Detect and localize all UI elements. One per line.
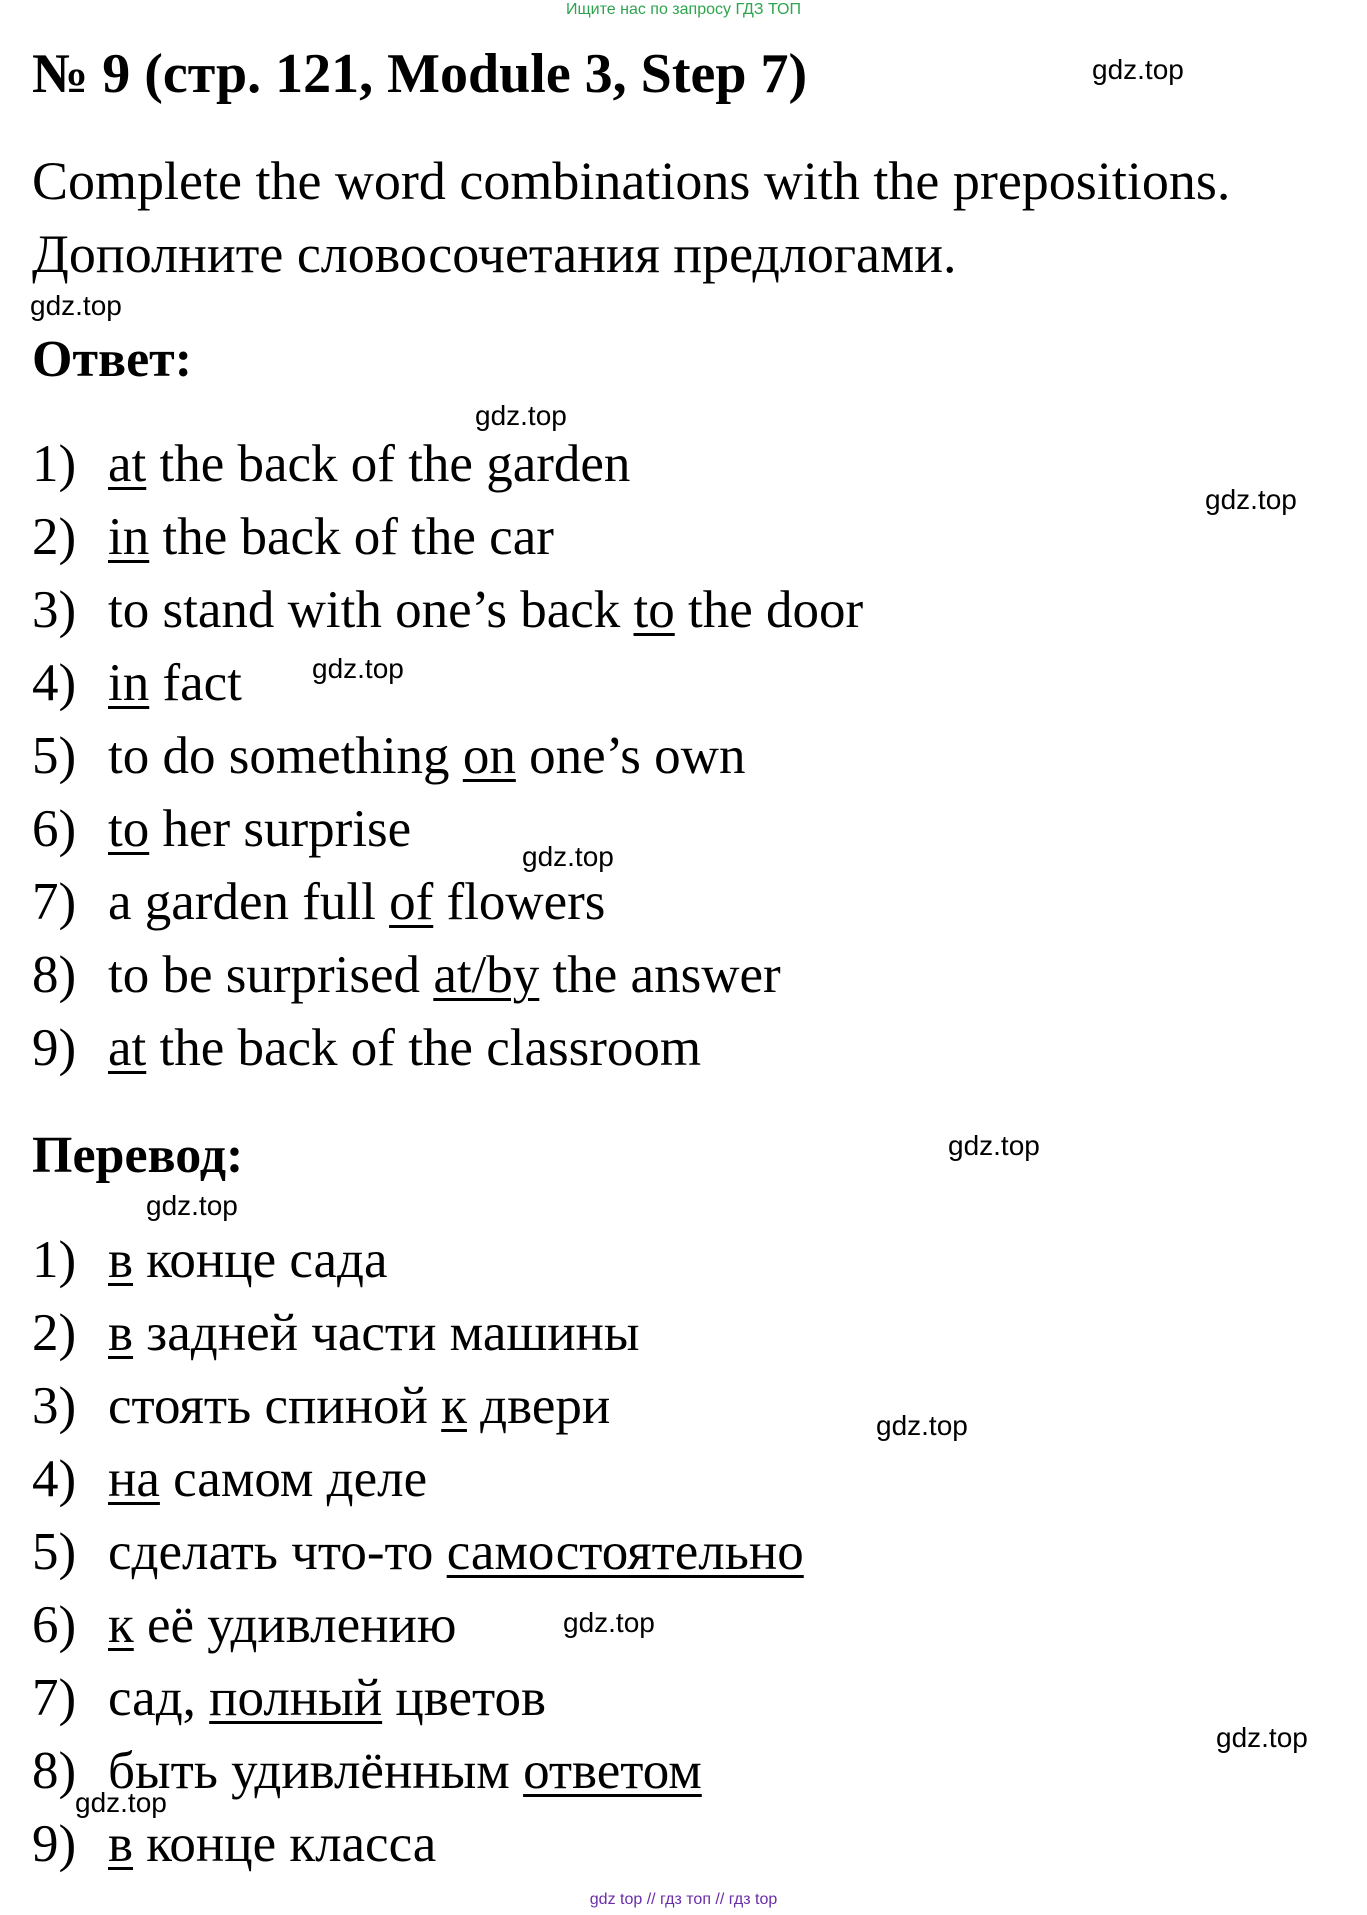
watermark: gdz.top [522, 841, 614, 872]
item-underlined: в [108, 1815, 134, 1873]
item-number: 5) [32, 727, 77, 785]
watermark: gdz.top [75, 1787, 167, 1818]
item-underlined: на [108, 1450, 160, 1508]
task-text-english: Complete the word combinations with the prepositions. [32, 151, 1231, 211]
item-number: 6) [32, 800, 77, 858]
item-text: her surprise [149, 800, 412, 858]
item-preposition: at [108, 1019, 147, 1077]
watermark: gdz.top [1205, 484, 1297, 515]
item-text: её удивлению [133, 1596, 457, 1654]
top-banner: Ищите нас по запросу ГДЗ ТОП [566, 1, 801, 18]
item-preposition: in [108, 508, 150, 566]
task-text-russian: Дополните словосочетания предлогами. [32, 224, 957, 284]
item-number: 2) [32, 508, 77, 566]
item-number: 5) [32, 1523, 77, 1581]
item-number: 3) [32, 1377, 77, 1435]
translation-item [32, 1519, 804, 1585]
item-text: to stand with one’s back [108, 581, 634, 639]
watermark: gdz.top [1216, 1722, 1308, 1753]
watermark: gdz.top [30, 290, 122, 321]
item-preposition: at [108, 435, 147, 493]
page-title: № 9 (стр. 121, Module 3, Step 7) [32, 43, 808, 105]
answer-item [32, 504, 554, 570]
watermark: gdz.top [1092, 54, 1184, 85]
translation-item [32, 1227, 388, 1293]
item-text: the back of the garden [146, 435, 631, 493]
watermark: gdz.top [475, 400, 567, 431]
item-number: 6) [32, 1596, 77, 1654]
answer-item [32, 942, 781, 1008]
item-preposition: in [108, 654, 150, 712]
answer-item [32, 723, 745, 789]
item-number: 4) [32, 654, 77, 712]
answer-item [32, 869, 605, 935]
watermark: gdz.top [876, 1410, 968, 1441]
item-number: 7) [32, 1669, 77, 1727]
item-preposition: to [108, 800, 150, 858]
item-text: the back of the classroom [146, 1019, 702, 1077]
item-preposition: at/by [433, 946, 540, 1004]
item-text: задней части машины [133, 1304, 640, 1362]
footer-links: gdz top // гдз топ // гдз top [589, 1891, 778, 1908]
answer-item [32, 431, 630, 497]
item-underlined: в [108, 1304, 134, 1362]
translation-item [32, 1811, 436, 1877]
item-text: конце класса [133, 1815, 437, 1873]
watermark: gdz.top [312, 653, 404, 684]
item-text: быть удивлённым [108, 1742, 524, 1800]
item-text: flowers [433, 873, 606, 931]
translation-item [32, 1592, 456, 1658]
item-text: сделать что-то [108, 1523, 447, 1581]
item-preposition: to [633, 581, 675, 639]
item-text: цветов [382, 1669, 546, 1727]
item-number: 2) [32, 1304, 77, 1362]
translation-item [32, 1300, 640, 1366]
watermark: gdz.top [948, 1130, 1040, 1161]
item-text: конце сада [133, 1231, 388, 1289]
item-text: the door [674, 581, 864, 639]
item-text: fact [149, 654, 242, 712]
item-number: 9) [32, 1815, 77, 1873]
item-number: 8) [32, 946, 77, 1004]
item-underlined: ответом [523, 1742, 702, 1800]
item-text: стоять спиной [108, 1377, 442, 1435]
watermark: gdz.top [563, 1607, 655, 1638]
item-text: самом деле [159, 1450, 428, 1508]
item-number: 8) [32, 1742, 77, 1800]
item-text: to do something [108, 727, 463, 785]
item-number: 7) [32, 873, 77, 931]
answer-heading: Ответ: [32, 331, 193, 388]
watermark: gdz.top [146, 1190, 238, 1221]
translation-item [32, 1373, 610, 1439]
item-text: the answer [539, 946, 781, 1004]
answer-item [32, 1015, 701, 1081]
answer-item [32, 577, 863, 643]
translation-item [32, 1665, 546, 1731]
item-text: двери [466, 1377, 611, 1435]
item-number: 4) [32, 1450, 77, 1508]
item-text: сад, [108, 1669, 210, 1727]
item-number: 9) [32, 1019, 77, 1077]
item-underlined: в [108, 1231, 134, 1289]
translation-heading: Перевод: [32, 1127, 244, 1184]
item-number: 1) [32, 435, 77, 493]
item-preposition: of [389, 873, 434, 931]
item-underlined: к [108, 1596, 134, 1654]
item-text: one’s own [515, 727, 746, 785]
item-underlined: полный [209, 1669, 383, 1727]
item-underlined: самостоятельно [446, 1523, 804, 1581]
item-number: 1) [32, 1231, 77, 1289]
answer-item [32, 650, 242, 716]
item-text: a garden full [108, 873, 390, 931]
item-text: the back of the car [149, 508, 554, 566]
item-number: 3) [32, 581, 77, 639]
item-preposition: on [462, 727, 516, 785]
item-text: to be surprised [108, 946, 434, 1004]
translation-item [32, 1446, 427, 1512]
answer-item [32, 796, 411, 862]
item-underlined: к [441, 1377, 467, 1435]
